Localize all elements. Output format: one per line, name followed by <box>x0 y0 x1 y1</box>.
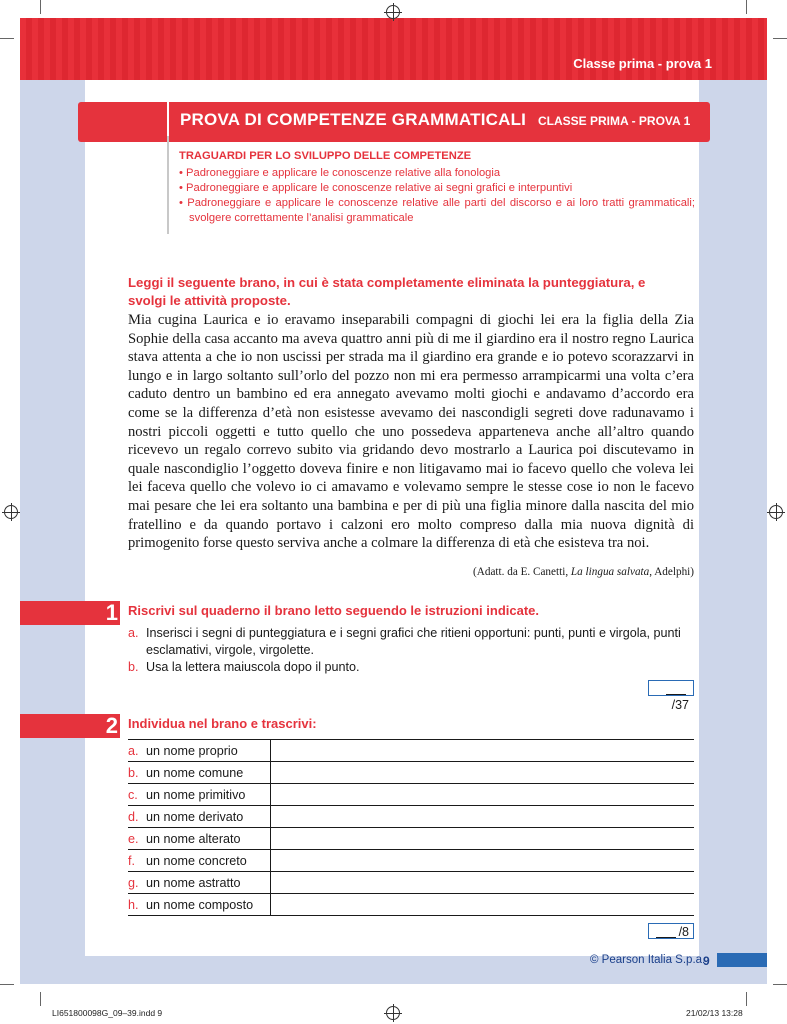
crop-mark <box>40 992 41 1006</box>
answer-table <box>128 739 694 916</box>
list-item: b. Usa la lettera maiuscola dopo il punto. <box>128 660 360 674</box>
list-item: a. Inserisci i segni di punteggiatura e i segni grafici che ritieni opportuni: punti, punti e virgola, punti esclamativi, virgole, virgolette. <box>128 626 681 657</box>
crop-mark <box>0 984 14 985</box>
table-row: f. un nome concreto <box>128 850 694 872</box>
registration-mark-icon <box>386 1006 400 1020</box>
page-subtitle: CLASSE PRIMA - PROVA 1 <box>538 114 691 128</box>
table-row: g. un nome astratto <box>128 872 694 894</box>
answer-field[interactable] <box>271 806 695 828</box>
table-row: b. un nome comune <box>128 762 694 784</box>
score-box[interactable]: /37 <box>648 680 694 696</box>
table-row: d. un nome derivato <box>128 806 694 828</box>
answer-field[interactable] <box>271 850 695 872</box>
crop-mark <box>773 38 787 39</box>
page-bar <box>717 953 767 967</box>
exercise-number-badge: 2 <box>20 714 120 738</box>
copyright: © Pearson Italia S.p.a. <box>590 954 706 966</box>
reading-text: Mia cugina Laurica e io eravamo inseparabili compagni di giochi lei era la figlia della Zia Sophie della casa accanto ma aveva quattro anni più di me il giardino era il nostro regno Laurica stava attenta a che io non uscissi per strada ma il giardino era grande e io potevo scorazzarvi in lungo e in largo soltanto sull’orlo del pozzo non mi era permesso arrampicarmi una volta c’era caduto dentro un bambino ed era annegato avevamo molti giochi e andavamo d’accordo era come se la differenza d’età non esistesse avevamo dei nascondigli segreti dove radunavamo i nostri piccoli oggetti e tutto quello che uno possedeva apparteneva anche all’altro quando ricevevo un regalo correvo subito via gridando devo mostrarlo a Laurica poi discutevamo in quale nascondiglio l’oggetto doveva finire e non litigavamo mai io facevo quello che voleva lei lei faceva quello che volevo io ci amavamo e volevamo sempre le stesse cose io non le facevo mai pesare che lei era soltanto una bambina e per di più una figlia minore dalla nascita del mio fratellino e da quando portavo i calzoni ero molto compreso dalla mia nuova dignità di primogenito forse questo serviva anche a colmare la differenza di età che esisteva tra noi. <box>128 312 694 552</box>
traguardi-box <box>179 150 695 226</box>
traguardi-item: • Padroneggiare e applicare le conoscenze relative alle parti del discorso e ai loro tratti grammaticali; svolgere correttamente l’analisi grammaticale <box>179 197 695 224</box>
registration-mark-icon <box>769 505 783 519</box>
reading-source: (Adatt. da E. Canetti, La lingua salvata, Adelphi) <box>473 566 694 578</box>
table-row: a. un nome proprio <box>128 740 694 762</box>
answer-field[interactable] <box>271 762 695 784</box>
registration-mark-icon <box>4 505 18 519</box>
print-date: 21/02/13 13:28 <box>686 1008 743 1018</box>
registration-mark-icon <box>386 5 400 19</box>
traguardi-heading: TRAGUARDI PER LO SVILUPPO DELLE COMPETENZE <box>179 150 472 162</box>
answer-field[interactable] <box>271 872 695 894</box>
table-row: e. un nome alterato <box>128 828 694 850</box>
page-title: PROVA DI COMPETENZE GRAMMATICALI <box>180 110 527 129</box>
section-label: Classe prima - prova 1 <box>573 56 712 71</box>
crop-mark <box>746 992 747 1006</box>
crop-mark <box>0 38 14 39</box>
crop-mark <box>746 0 747 14</box>
answer-field[interactable] <box>271 784 695 806</box>
answer-field[interactable] <box>271 828 695 850</box>
answer-field[interactable] <box>271 894 695 916</box>
file-name: LI651800098G_09–39.indd 9 <box>52 1008 163 1018</box>
divider-line-title <box>167 102 169 136</box>
reading-instructions: Leggi il seguente brano, in cui è stata completamente eliminata la punteggiatura, e svolgi le attività proposte. <box>128 275 646 308</box>
exercise-1-items <box>128 625 694 676</box>
source-title: La lingua salvata <box>570 566 650 578</box>
crop-mark <box>773 984 787 985</box>
traguardi-item: • Padroneggiare e applicare le conoscenze relative alla fonologia <box>179 167 501 179</box>
table-row: h. un nome composto <box>128 894 694 916</box>
exercise-1-title: Riscrivi sul quaderno il brano letto seguendo le istruzioni indicate. <box>128 603 540 618</box>
answer-field[interactable] <box>271 740 695 762</box>
page-number: 9 <box>703 954 710 968</box>
exercise-number-badge: 1 <box>20 601 120 625</box>
traguardi-item: • Padroneggiare e applicare le conoscenze relative ai segni grafici e interpuntivi <box>179 182 573 194</box>
exercise-2-title: Individua nel brano e trascrivi: <box>128 716 317 731</box>
table-row: c. un nome primitivo <box>128 784 694 806</box>
crop-mark <box>40 0 41 14</box>
score-box[interactable]: /8 <box>648 923 694 939</box>
